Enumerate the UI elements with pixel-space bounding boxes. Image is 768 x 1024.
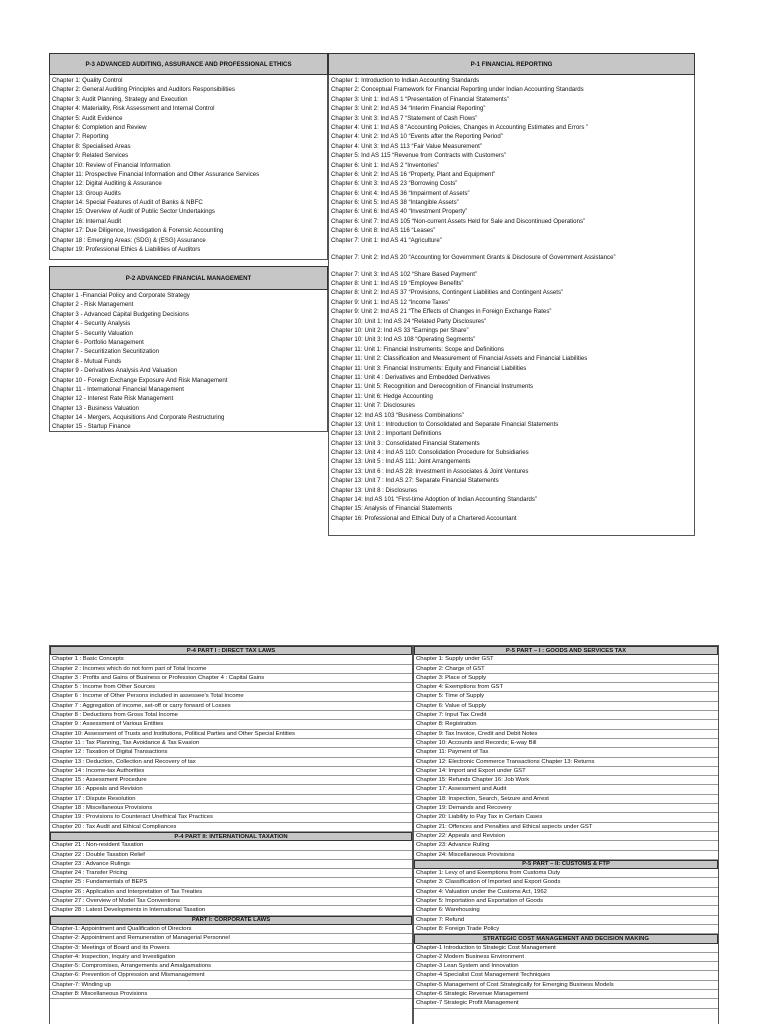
list-item: Chapter 7: Refund — [414, 916, 718, 925]
list-item: Chapter 6: Unit 4: Ind AS 36 “Impairment of Assets” — [331, 189, 470, 197]
list-item: Chapter 3: Classification of Imported and Export Goods — [414, 878, 718, 887]
list-item: Chapter 13: Group Audits — [52, 189, 121, 197]
list-item: Chapter 4: Materiality, Risk Assessment and Internal Control — [52, 105, 215, 113]
list-item: Chapter 13: Unit 5 : Ind AS 111: Joint Arrangements — [331, 458, 471, 466]
list-item: Chapter 13: Unit 2 : Important Definitions — [331, 430, 442, 438]
list-item: Chapter 3: Unit 2: Ind AS 34 “Interim Financial Reporting” — [331, 105, 486, 113]
p2-header: P-2 ADVANCED FINANCIAL MANAGEMENT — [49, 266, 328, 290]
list-item: Chapter 18 : Miscellaneous Provisions — [50, 804, 412, 813]
list-item: Chapter 7: Input Tax Credit — [414, 711, 718, 720]
list-item: Chapter 16: Internal Audit — [52, 217, 122, 225]
list-item: Chapter 23 : Advance Rulings — [50, 860, 412, 869]
p1-section — [328, 53, 695, 536]
list-item: Chapter 1: Levy of and Exemptions from Customs Duty — [414, 869, 718, 878]
list-item: Chapter 13 : Deduction, Collection and Recovery of tax — [50, 758, 412, 767]
list-item: Chapter-4: Inspection, Inquiry and Investigation — [50, 953, 412, 962]
list-item: Chapter 1 -Financial Policy and Corporate Strategy — [52, 292, 190, 299]
list-item: Chapter 17: Due Diligence, Investigation & Forensic Accounting — [52, 227, 224, 235]
p2-section — [49, 266, 328, 432]
list-item: Chapter 19: Demands and Recovery — [414, 804, 718, 813]
list-item: Chapter 6 - Portfolio Management — [52, 338, 144, 346]
list-item: Chapter 11: Unit 3: Financial Instruments: Equity and Financial Liabilities — [331, 364, 527, 372]
list-item: Chapter 2: Charge of GST — [414, 665, 718, 674]
list-item: Chapter 6: Unit 7: Ind AS 105 “Non-current Assets Held for Sale and Discontinued Operations” — [331, 217, 586, 225]
list-item: Chapter 2 - Risk Management — [52, 301, 134, 309]
list-item: Chapter 13: Unit 3 : Consolidated Financial Statements — [331, 439, 480, 447]
list-item: Chapter 14 : Income-tax Authorities — [50, 767, 412, 776]
list-item: Chapter 6: Unit 8: Ind AS 116 “Leases” — [331, 227, 436, 235]
list-item: Chapter 15: Refunds Chapter 16: Job Work — [414, 776, 718, 785]
list-item: Chapter-4 Specialist Cost Management Techniques — [414, 971, 718, 980]
list-item: Chapter-5 Management of Cost Strategically for Emerging Business Models — [414, 981, 718, 990]
list-item: Chapter 4 - Security Analysis — [52, 320, 131, 328]
list-item: Chapter-2: Appointment and Remuneration of Managerial Personnel — [50, 934, 412, 943]
list-item: Chapter 1: Supply under GST — [414, 655, 718, 664]
list-item: Chapter 10: Accounts and Records; E-way Bill — [414, 739, 718, 748]
list-item: Chapter 11: Prospective Financial Information and Other Assurance Services — [52, 170, 260, 178]
list-item: Chapter 11: Unit 4 : Derivatives and Embedded Derivatives — [331, 373, 491, 381]
list-item: Chapter 21: Offences and Penalties and Ethical aspects under GST — [414, 823, 718, 832]
list-item: Chapter 11: Unit 1: Financial Instruments: Scope and Definitions — [331, 345, 504, 353]
list-item: Chapter 6: Warehousing — [414, 906, 718, 915]
list-item: Chapter 11: Payment of Tax — [414, 748, 718, 757]
list-item: Chapter 9: Tax Invoice, Credit and Debit Notes — [414, 730, 718, 739]
list-item: Chapter 11: Unit 7: Disclosures — [331, 402, 415, 410]
list-item: Chapter 8 - Mutual Funds — [52, 357, 122, 365]
list-item: Chapter 10: Review of Financial Information — [52, 161, 171, 169]
list-item: Chapter 1 : Basic Concepts — [50, 655, 412, 664]
list-item: Chapter 22 : Double Taxation Relief — [50, 851, 412, 860]
list-item: Chapter-1: Appointment and Qualification of Directors — [50, 925, 412, 934]
list-item: Chapter 5: Importation and Exportation of Goods — [414, 897, 718, 906]
list-item: Chapter 8: Specialised Areas — [52, 142, 131, 150]
list-item: Chapter 22: Appeals and Revision — [414, 832, 718, 841]
list-item: Chapter 9 - Derivatives Analysis And Valuation — [52, 367, 178, 375]
list-item: Chapter-1 Introduction to Strategic Cost Management — [414, 944, 718, 953]
list-item: Chapter 18: Inspection, Search, Seizure and Arrest — [414, 795, 718, 804]
p4b-list — [50, 841, 412, 915]
list-item: Chapter 8: Unit 1: Ind AS 19 “Employee Benefits” — [331, 280, 464, 288]
list-item: Chapter 5 - Security Valuation — [52, 329, 133, 337]
list-item: Chapter 12: Ind AS 103 “Business Combinations” — [331, 411, 464, 419]
corp-header: PART I: CORPORATE LAWS — [50, 916, 412, 925]
p4-list — [50, 655, 412, 832]
list-item: Chapter 27 : Overview of Model Tax Conventions — [50, 897, 412, 906]
list-item: Chapter 20: Liability to Pay Tax in Certain Cases — [414, 813, 718, 822]
list-item: Chapter 7: Reporting — [52, 133, 109, 141]
list-item: Chapter 10: Unit 2: Ind AS 33 “Earnings per Share” — [331, 326, 469, 334]
list-item: Chapter 15 : Assessment Procedure — [50, 776, 412, 785]
list-item: Chapter 12: Electronic Commerce Transactions Chapter 13: Returns — [414, 758, 718, 767]
list-item: Chapter-6: Prevention of Oppression and Mismanagement — [50, 971, 412, 980]
list-item: Chapter 5: Time of Supply — [414, 692, 718, 701]
list-item: Chapter 3: Unit 1: Ind AS 1 “Presentation of Financial Statements” — [331, 95, 509, 103]
p4-header: P-4 PART I : DIRECT TAX LAWS — [50, 646, 412, 655]
list-item: Chapter 8: Registration — [414, 720, 718, 729]
list-item: Chapter 6: Completion and Review — [52, 123, 147, 131]
list-item: Chapter 8 : Deductions from Gross Total Income — [50, 711, 412, 720]
list-item: Chapter 5: Audit Evidence — [52, 114, 123, 122]
list-item: Chapter 3: Audit Planning, Strategy and Execution — [52, 95, 188, 103]
p5-list — [414, 655, 718, 860]
list-item: Chapter 10 - Foreign Exchange Exposure And Risk Management — [52, 376, 228, 384]
list-item: Chapter 3 - Advanced Capital Budgeting Decisions — [52, 310, 189, 318]
bottom-right-column — [413, 645, 719, 1024]
list-item: Chapter 9 : Assessment of Various Entities — [50, 720, 412, 729]
list-item: Chapter 8: Unit 2: Ind AS 37 “Provisions, Contingent Liabilities and Contingent Assets” — [331, 289, 564, 297]
scm-header: STRATEGIC COST MANAGEMENT AND DECISION MAKING — [414, 934, 718, 943]
list-item: Chapter 14: Special Features of Audit of Banks & NBFC — [52, 199, 203, 207]
list-item: Chapter 18 : Emerging Areas: (SDG) & (ESG) Assurance — [52, 236, 206, 244]
list-item: Chapter-3: Meetings of Board and its Powers — [50, 944, 412, 953]
list-item: Chapter 11 - International Financial Management — [52, 385, 184, 393]
list-item: Chapter 14: Import and Export under GST — [414, 767, 718, 776]
list-item: Chapter 2: General Auditing Principles and Auditors Responsibilities — [52, 86, 235, 94]
list-item: Chapter 12 - Interest Rate Risk Management — [52, 395, 174, 403]
list-item: Chapter 6: Unit 3: Ind AS 23 “Borrowing Costs” — [331, 180, 458, 188]
list-item: Chapter 11: Unit 2: Classification and Measurement of Financial Assets and Financial Liabilities — [331, 355, 588, 363]
list-item: Chapter-2 Modern Business Environment — [414, 953, 718, 962]
list-item: Chapter 13: Unit 8 : Disclosures — [331, 486, 418, 494]
list-item: Chapter 19: Professional Ethics & Liabilities of Auditors — [52, 246, 201, 254]
list-item: Chapter 9: Unit 1: Ind AS 12 “Income Taxes” — [331, 298, 451, 306]
list-item: Chapter 14: Ind AS 101 “First-time Adoption of Indian Accounting Standards” — [331, 496, 537, 504]
list-item: Chapter 6: Value of Supply — [414, 702, 718, 711]
list-item: Chapter 6: Unit 5: Ind AS 38 “Intangible Assets” — [331, 199, 459, 207]
list-item: Chapter 2 : Incomes which do not form part of Total Income — [50, 665, 412, 674]
list-item: Chapter 8: Miscellaneous Provisions — [50, 990, 412, 999]
list-item: Chapter 11 : Tax Planning, Tax Avoidance & Tax Evasion — [50, 739, 412, 748]
list-item: Chapter-3 Lean System and Innovation — [414, 962, 718, 971]
list-item: Chapter 10: Unit 3: Ind AS 108 “Operating Segments” — [331, 336, 476, 344]
list-item: Chapter 4: Valuation under the Customs Act, 1962 — [414, 888, 718, 897]
p5-header: P-5 PART – I : GOODS AND SERVICES TAX — [414, 646, 718, 655]
list-item: Chapter 12: Digital Auditing & Assurance — [52, 180, 162, 188]
p1-header: P-1 FINANCIAL REPORTING — [328, 53, 695, 75]
list-item: Chapter 13: Unit 4 : Ind AS 110: Consolidation Procedure for Subsidiaries — [331, 449, 529, 457]
list-item: Chapter 3 : Profits and Gains of Business or Profession Chapter 4 : Capital Gains — [50, 674, 412, 683]
list-item: Chapter 3: Place of Supply — [414, 674, 718, 683]
list-item: Chapter 4: Unit 1: Ind AS 8 “Accounting Policies, Changes in Accounting Estimates and Errors ” — [331, 123, 589, 131]
list-item: Chapter 19 : Provisions to Counteract Unethical Tax Practices — [50, 813, 412, 822]
list-item: Chapter 4: Exemptions from GST — [414, 683, 718, 692]
list-item: Chapter-6 Strategic Revenue Management — [414, 990, 718, 999]
list-item: Chapter 10: Assessment of Trusts and Institutions, Political Parties and Other Special Entities — [50, 730, 412, 739]
list-item: Chapter-5: Compromises, Arrangements and Amalgamations — [50, 962, 412, 971]
list-item: Chapter 2: Conceptual Framework for Financial Reporting under Indian Accounting Standards — [331, 86, 584, 94]
p5b-list — [414, 869, 718, 934]
p3-section — [49, 53, 328, 260]
list-item: Chapter 28 : Latest Developments in International Taxation — [50, 906, 412, 915]
p3-header: P-3 ADVANCED AUDITING, ASSURANCE AND PROFESSIONAL ETHICS — [49, 53, 328, 75]
list-item: Chapter 16 : Appeals and Revision — [50, 785, 412, 794]
list-item: Chapter 20 : Tax Audit and Ethical Compliances — [50, 823, 412, 832]
list-item: Chapter 6: Unit 1: Ind AS 2 “Inventories” — [331, 161, 440, 169]
list-item: Chapter 5: Ind AS 115 “Revenue from Contracts with Customers” — [331, 152, 506, 160]
p2-list — [49, 290, 328, 432]
list-item: Chapter 24 : Transfer Pricing — [50, 869, 412, 878]
list-item: Chapter 6: Unit 6: Ind AS 40 “Investment Property” — [331, 208, 468, 216]
list-item: Chapter 14 - Mergers, Acquisitions And Corporate Restructuring — [52, 414, 225, 422]
list-item: Chapter 6 : Income of Other Persons included in assessee’s Total Income — [50, 692, 412, 701]
list-item: Chapter 5 : Income from Other Sources — [50, 683, 412, 692]
list-item: Chapter 9: Related Services — [52, 152, 129, 160]
list-item: Chapter 15 - Startup Finance — [52, 423, 131, 431]
list-item: Chapter 4: Unit 2: Ind AS 10 “Events after the Reporting Period” — [331, 133, 503, 141]
list-item: Chapter 13: Unit 1 : Introduction to Consolidated and Separate Financial Statements — [331, 420, 559, 428]
list-item: Chapter 4: Unit 3: Ind AS 113 “Fair Value Measurement” — [331, 142, 482, 150]
list-item: Chapter 7: Unit 2: Ind AS 20 “Accounting for Government Grants & Disclosure of Government Assistance” — [331, 253, 616, 261]
list-item: Chapter 6: Unit 2: Ind AS 16 “Property, Plant and Equipment” — [331, 170, 496, 178]
bottom-left-column — [49, 645, 413, 1024]
list-item: Chapter-7: Winding up — [50, 981, 412, 990]
list-item: Chapter 25 : Fundamentals of BEPS — [50, 878, 412, 887]
list-item: Chapter 13: Unit 6 : Ind AS 28: Investment in Associates & Joint Ventures — [331, 467, 529, 475]
p3-list — [49, 75, 328, 260]
list-item: Chapter 23: Advance Ruling — [414, 841, 718, 850]
list-item: Chapter 12 : Taxation of Digital Transactions — [50, 748, 412, 757]
list-item: Chapter 10: Unit 1: Ind AS 24 “Related Party Disclosures” — [331, 317, 487, 325]
list-item: Chapter 13 - Business Valuation — [52, 404, 139, 412]
list-item: Chapter 17 : Dispute Resolution — [50, 795, 412, 804]
p5b-header: P-5 PART – II: CUSTOMS & FTP — [414, 860, 718, 869]
list-item: Chapter 9: Unit 2: Ind AS 21 “The Effects of Changes in Foreign Exchange Rates” — [331, 308, 552, 316]
list-item: Chapter 13: Unit 7 : Ind AS 27: Separate Financial Statements — [331, 477, 499, 485]
list-item: Chapter 15: Analysis of Financial Statements — [331, 505, 453, 513]
corp-list — [50, 925, 412, 999]
list-item: Chapter 24: Miscellaneous Provisions — [414, 851, 718, 860]
list-item: Chapter 1: Introduction to Indian Accounting Standards — [331, 77, 480, 84]
list-item: Chapter 11: Unit 5: Recognition and Derecognition of Financial Instruments — [331, 383, 534, 391]
list-item: Chapter 17: Assessment and Audit — [414, 785, 718, 794]
list-item: Chapter 8: Foreign Trade Policy — [414, 925, 718, 934]
list-item: Chapter-7 Strategic Profit Management — [414, 999, 718, 1008]
list-item: Chapter 7 : Aggregation of income, set-off or carry forward of Losses — [50, 702, 412, 711]
list-item: Chapter 7 - Securitization Securitization — [52, 348, 160, 356]
p1-list — [328, 75, 695, 536]
list-item: Chapter 7: Unit 1: Ind AS 41 “Agriculture” — [331, 236, 442, 244]
p4b-header: P-4 PART II: INTERNATIONAL TAXATION — [50, 832, 412, 841]
list-item: Chapter 21 : Non-resident Taxation — [50, 841, 412, 850]
list-item: Chapter 15: Overview of Audit of Public Sector Undertakings — [52, 208, 215, 216]
list-item: Chapter 26 : Application and Interpretation of Tax Treaties — [50, 888, 412, 897]
list-item: Chapter 1: Quality Control — [52, 77, 123, 84]
list-item: Chapter 16: Professional and Ethical Duty of a Chartered Accountant — [331, 514, 517, 522]
list-item: Chapter 11: Unit 6: Hedge Accounting — [331, 392, 433, 400]
list-item: Chapter 3: Unit 3: Ind AS 7 “Statement of Cash Flows” — [331, 114, 478, 122]
scm-list — [414, 944, 718, 1009]
list-item: Chapter 7: Unit 3: Ind AS 102 “Share Based Payment” — [331, 270, 477, 278]
